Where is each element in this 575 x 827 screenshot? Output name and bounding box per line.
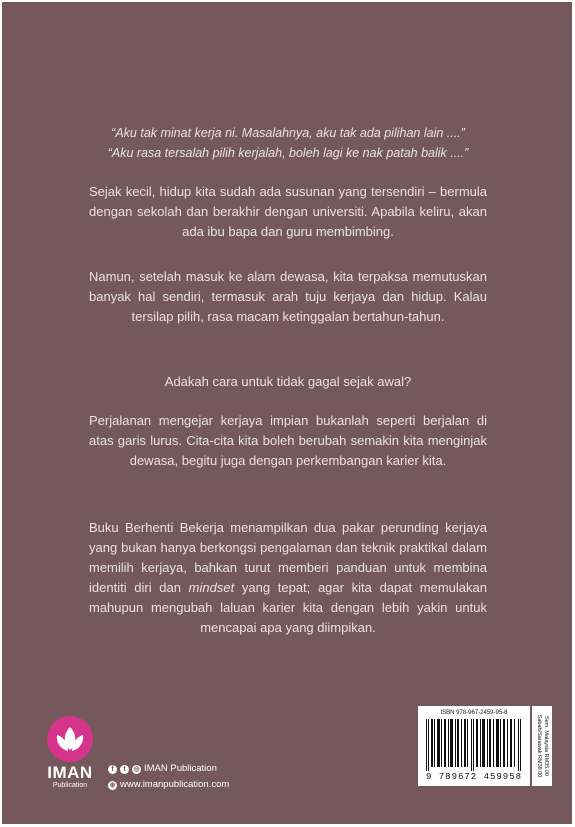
price-text: [535, 707, 549, 785]
blurb-paragraph-4: Perjalanan mengejar kerjaya impian bukanlah seperti berjalan di atas garis lurus. Cita-cita kita boleh berubah semakin kita menginjak dewasa, begitu juga dengan perkembangan karier kita.: [89, 413, 487, 468]
isbn-text: ISBN 978-967-2459-95-8: [440, 710, 508, 716]
instagram-icon: ◎: [133, 765, 140, 773]
social-row: [108, 762, 229, 776]
blurb-question: Adakah cara untuk tidak gagal sejak awal?: [164, 374, 412, 389]
p5-text-before: Buku Berhenti Bekerja menampilkan dua pakar perunding kerjaya yang bukan hanya berkongsi pengalaman dan teknik praktikal dalam memilih kerjaya, bahkan turut memberi panduan untuk membina identiti diri dan: [89, 520, 487, 595]
barcode-number: 9 789672 459958: [425, 772, 522, 782]
website-row: [108, 778, 229, 792]
blurb-paragraph-5: [89, 518, 487, 638]
opening-quotes: [89, 123, 487, 163]
website-url: www.imanpublication.com: [120, 779, 230, 790]
p5-text-after: yang tepat; agar kita dapat memulakan mahupun mengubah laluan karier kita dengan lebih yakin untuk mencapai apa yang diimpikan.: [89, 580, 487, 635]
barcode-label: [418, 706, 530, 786]
price-peninsular: Sem. Malaysia RM35.00: [543, 716, 549, 776]
logo-subtitle: Publication: [52, 782, 88, 789]
facebook-icon: f: [108, 765, 117, 774]
price-label: [532, 706, 552, 786]
publisher-contacts: [108, 762, 229, 794]
quote-line-1: “Aku tak minat kerja ni. Masalahnya, aku tak ada pilihan lain ....”: [111, 126, 465, 140]
lotus-logo-icon: [47, 716, 93, 762]
price-sabah-sarawak: Sabah/Sarawak RM38.00: [536, 714, 542, 778]
social-handle: IMAN Publication: [144, 763, 217, 774]
globe-icon: ⊕: [109, 781, 116, 789]
blurb-paragraph-2: Namun, setelah masuk ke alam dewasa, kita terpaksa memutuskan banyak hal sendiri, termasuk arah tuju kerjaya dan hidup. Kalau tersilap pilih, rasa macam ketinggalan bertahun-tahun.: [89, 269, 487, 324]
back-cover: [2, 2, 572, 824]
p5-mindset-emphasis: mindset: [188, 580, 235, 595]
blurb-paragraph-1: Sejak kecil, hidup kita sudah ada susunan yang tersendiri – bermula dengan sekolah dan berakhir dengan universiti. Apabila keliru, akan ada ibu bapa dan guru membimbing.: [89, 184, 487, 239]
publisher-logo: [40, 716, 100, 790]
barcode-icon: [426, 719, 522, 771]
logo-name: IMAN: [47, 763, 93, 782]
twitter-icon: t: [120, 765, 129, 774]
quote-line-2: “Aku rasa tersalah pilih kerjalah, boleh lagi ke nak patah balik ....”: [107, 146, 469, 160]
